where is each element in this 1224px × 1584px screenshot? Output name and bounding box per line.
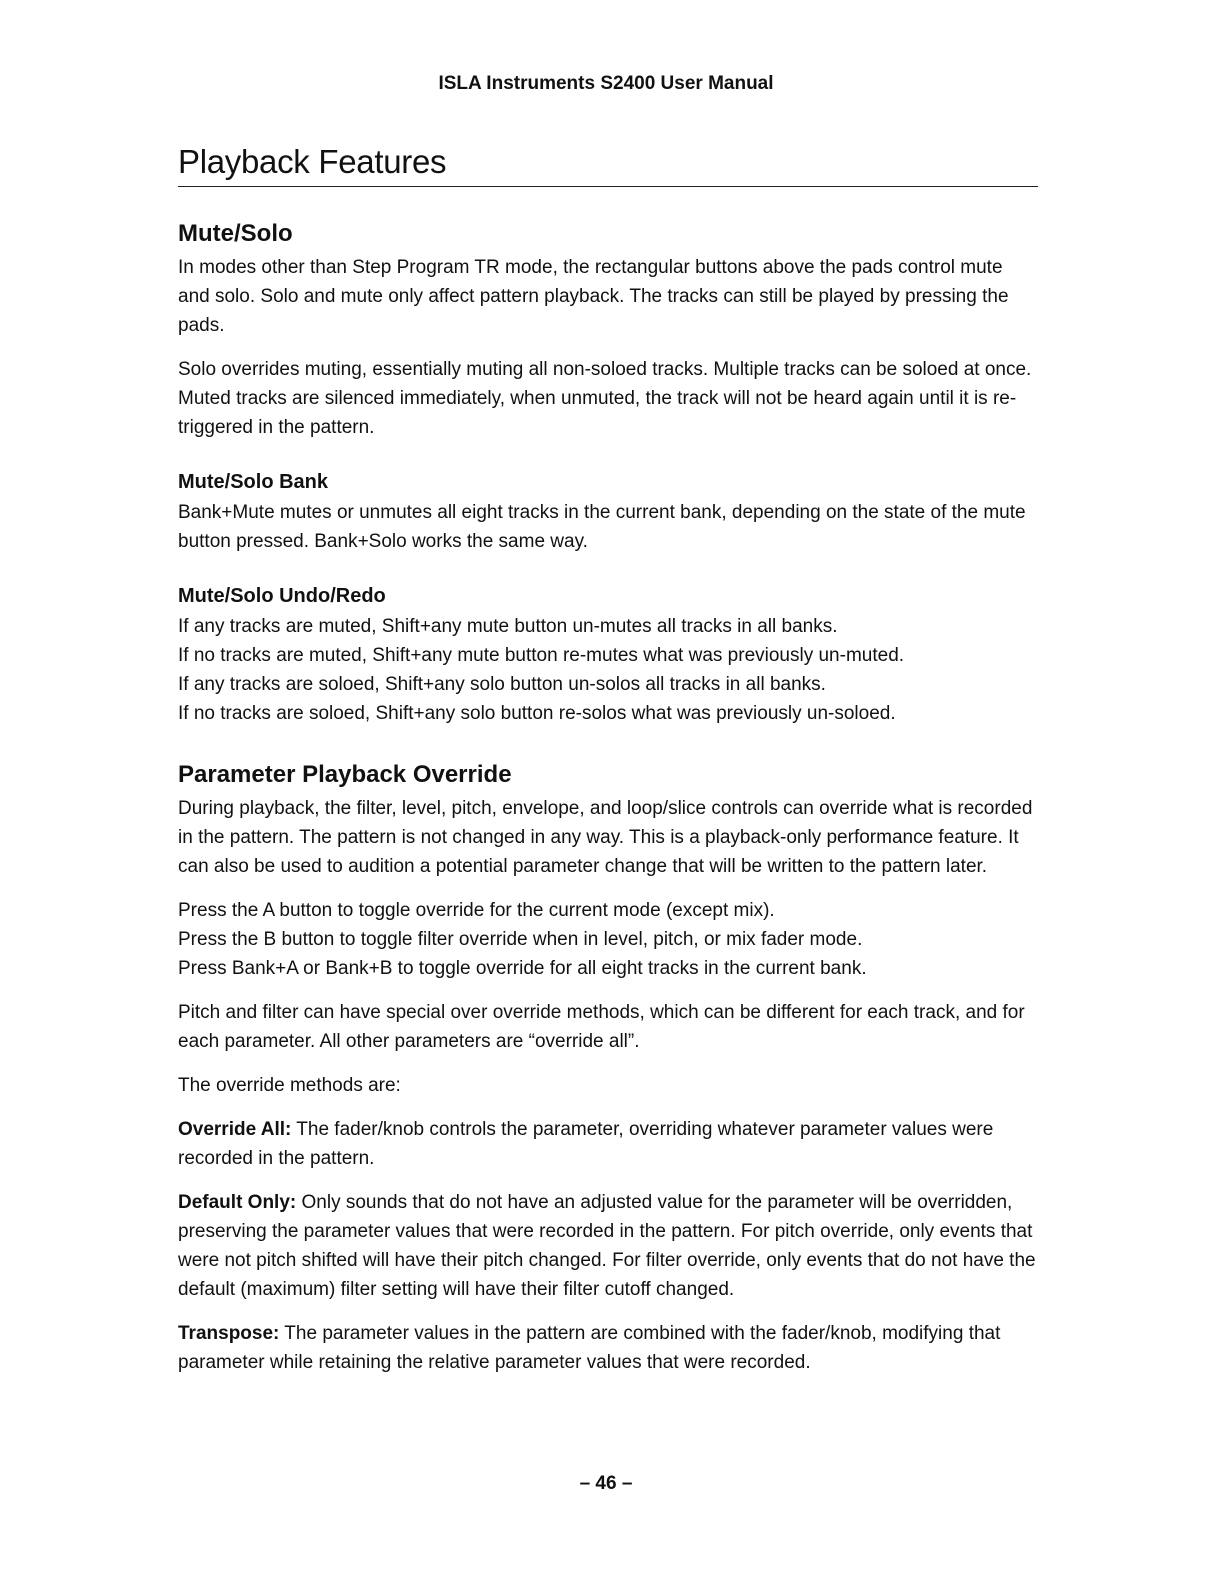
- method-default-only: [178, 1188, 1038, 1304]
- paragraph: Bank+Mute mutes or unmutes all eight tracks in the current bank, depending on the state of the mute button pressed. Bank+Solo works the same way.: [178, 502, 1026, 552]
- heading-mute-solo-bank: Mute/Solo Bank: [178, 471, 329, 493]
- text-line: Press Bank+A or Bank+B to toggle override for all eight tracks in the current bank.: [178, 958, 867, 979]
- subsection-mute-solo-bank: [178, 468, 1038, 556]
- paragraph: The override methods are:: [178, 1075, 401, 1096]
- text-line: If no tracks are muted, Shift+any mute button re-mutes what was previously un-muted.: [178, 645, 905, 666]
- method-term: Override All:: [178, 1119, 292, 1140]
- heading-mute-solo-undo-redo: Mute/Solo Undo/Redo: [178, 585, 386, 607]
- text-line: If any tracks are soloed, Shift+any solo button un-solos all tracks in all banks.: [178, 674, 826, 695]
- chapter-title: Playback Features: [178, 140, 1038, 187]
- page-number: – 46 –: [579, 1473, 633, 1494]
- text-line: If no tracks are soloed, Shift+any solo button re-solos what was previously un-soloed.: [178, 703, 896, 724]
- method-transpose: [178, 1319, 1038, 1377]
- method-term: Default Only:: [178, 1192, 297, 1213]
- paragraph: Pitch and filter can have special over override methods, which can be different for each track, and for each parameter. All other parameters are “override all”.: [178, 1002, 1025, 1052]
- method-text: The fader/knob controls the parameter, overriding whatever parameter values were recorded in the pattern.: [178, 1119, 994, 1169]
- paragraph: During playback, the filter, level, pitch, envelope, and loop/slice controls can override what is recorded in the pattern. The pattern is not changed in any way. This is a playback-only performance feature. It can also be used to audition a potential parameter change that will be written to the pattern later.: [178, 798, 1033, 877]
- heading-mute-solo: Mute/Solo: [178, 220, 293, 247]
- paragraph: Solo overrides muting, essentially muting all non-soloed tracks. Multiple tracks can be soloed at once. Muted tracks are silenced immediately, when unmuted, the track will not be heard again until it is re-triggered in the pattern.: [178, 359, 1032, 438]
- text-line: Press the B button to toggle filter override when in level, pitch, or mix fader mode.: [178, 929, 863, 950]
- method-term: Transpose:: [178, 1323, 280, 1344]
- method-text: Only sounds that do not have an adjusted value for the parameter will be overridden, preserving the parameter values that were recorded in the pattern. For pitch override, only events that were not pitch shifted will have their pitch changed. For filter override, only events that do not have the default (maximum) filter setting will have their filter cutoff changed.: [178, 1192, 1036, 1300]
- subsection-mute-solo-undo-redo: [178, 582, 1038, 728]
- section-mute-solo: [178, 217, 1038, 728]
- page-content: [178, 140, 1038, 1392]
- heading-parameter-override: Parameter Playback Override: [178, 761, 512, 788]
- undo-redo-lines: [178, 612, 1038, 728]
- text-line: Press the A button to toggle override for the current mode (except mix).: [178, 900, 775, 921]
- section-parameter-override: [178, 758, 1038, 1377]
- method-text: The parameter values in the pattern are combined with the fader/knob, modifying that parameter while retaining the relative parameter values that were recorded.: [178, 1323, 1001, 1373]
- paragraph: In modes other than Step Program TR mode, the rectangular buttons above the pads control mute and solo. Solo and mute only affect pattern playback. The tracks can still be played by pressing the pads.: [178, 257, 1009, 336]
- running-header: ISLA Instruments S2400 User Manual: [438, 73, 774, 94]
- override-button-lines: [178, 896, 1038, 983]
- method-override-all: [178, 1115, 1038, 1173]
- text-line: If any tracks are muted, Shift+any mute button un-mutes all tracks in all banks.: [178, 616, 838, 637]
